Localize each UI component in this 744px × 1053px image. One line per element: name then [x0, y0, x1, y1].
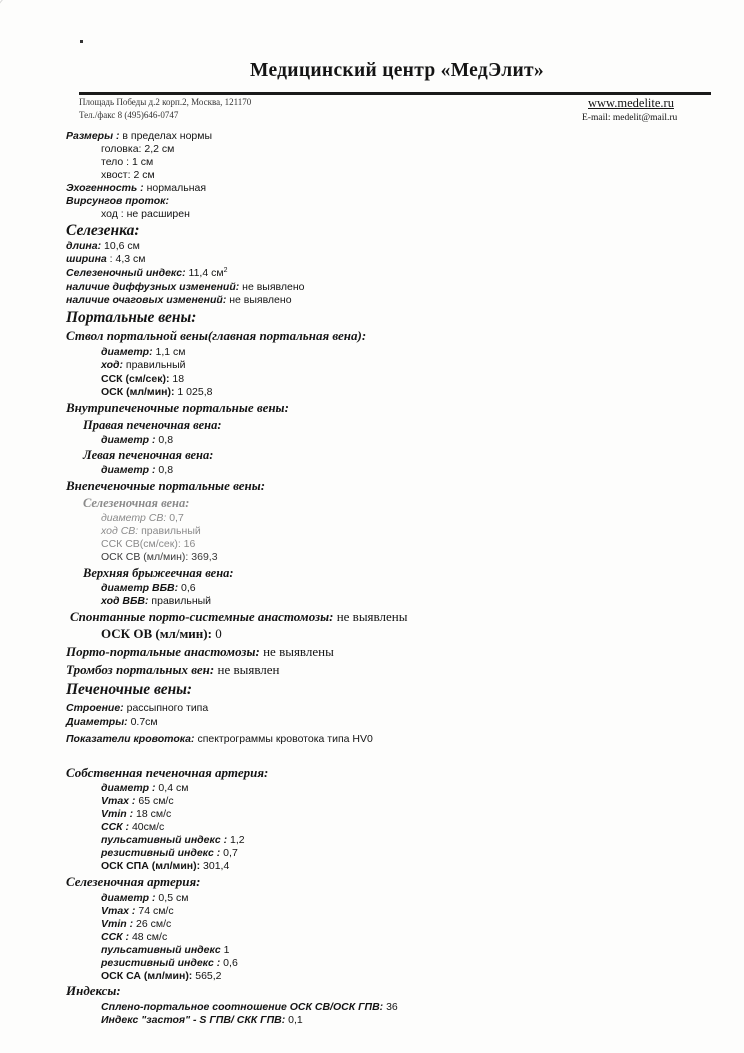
smv-course [101, 595, 211, 607]
splenic-vein-course-label: ход СВ: [101, 525, 139, 537]
spleen-length [66, 240, 140, 252]
splenic-artery-ri-label: резистивный индекс : [101, 957, 221, 969]
pancreatic-duct-course: ход : не расширен [101, 208, 190, 220]
indices-heading: Индексы: [66, 983, 121, 998]
clinic-address: Площадь Победы д.2 корп.2, Москва, 121170 [79, 97, 252, 107]
spontaneous-anastomoses [70, 610, 407, 625]
spleen-index [66, 267, 227, 279]
hepatic-flow [66, 733, 373, 745]
splenic-artery-pi [101, 944, 229, 956]
pancreas-echo-label: Эхогенность : [66, 182, 144, 194]
splenic-vein-ssk-label: ССК СВ(см/сек): [101, 538, 181, 550]
splenic-artery-vmin-label: Vmin : [101, 918, 134, 930]
clinic-email[interactable]: E-mail: medelit@mail.ru [582, 113, 678, 123]
spleen-index-value: 11,4 см [185, 267, 224, 279]
pancreas-echo-value: нормальная [143, 182, 207, 194]
hepatic-artery-pi [101, 834, 245, 846]
splenic-artery-osk-label: ОСК СА (мл/мин): [101, 970, 193, 982]
stasis-index-value: 0,1 [285, 1014, 303, 1026]
hepatic-artery-heading: Собственная печеночная артерия: [66, 765, 269, 780]
spleen-width-label: ширина [66, 253, 107, 265]
splenic-vein-diameter-value: 0,7 [166, 512, 184, 524]
stasis-index-label: Индекс "застоя" - S ГПВ/ СКК ГПВ: [101, 1014, 286, 1026]
pancreas-tail: хвост: 2 см [101, 169, 155, 181]
hepatic-structure-label: Строение: [66, 702, 124, 714]
splenic-artery-ssk-label: ССК : [101, 931, 130, 943]
left-hepatic-vein-heading: Левая печеночная вена: [83, 448, 214, 462]
splenic-vein-course [101, 525, 201, 537]
left-hepatic-vein-diameter-label: диаметр : [101, 464, 156, 476]
portal-trunk-ssk-value: 18 [169, 373, 185, 385]
scan-mark [80, 40, 83, 43]
smv-diameter [101, 582, 196, 594]
spleno-portal-ratio-value: 36 [383, 1001, 398, 1013]
splenic-artery-diameter-label: диаметр : [101, 892, 156, 904]
splenic-vein-ssk-value: 16 [180, 538, 196, 550]
porto-portal-anastomoses-label: Порто-портальные анастомозы: [66, 644, 260, 659]
corner-fold-line [0, 0, 11, 106]
spleen-length-label: длина: [66, 240, 102, 252]
splenic-artery-vmax [101, 905, 174, 917]
hepatic-artery-pi-label: пульсативный индекс : [101, 834, 228, 846]
pancreas-size [66, 130, 212, 142]
hepatic-diameters [66, 716, 158, 728]
right-hepatic-vein-diameter-value: 0,8 [155, 434, 174, 446]
splenic-artery-osk [101, 970, 222, 982]
portal-trunk-osk-value: 1 025,8 [174, 386, 213, 398]
extrahepatic-portal-heading: Внепеченочные портальные вены: [66, 478, 266, 493]
hepatic-artery-vmax-label: Vmax : [101, 795, 136, 807]
splenic-artery-heading: Селезеночная артерия: [66, 874, 201, 889]
splenic-artery-ssk [101, 931, 167, 943]
portal-veins-heading: Портальные вены: [66, 309, 197, 326]
spontaneous-anastomoses-label: Спонтанные порто-системные анастомозы: [70, 609, 334, 624]
hepatic-artery-osk-label: ОСК СПА (мл/мин): [101, 860, 201, 872]
splenic-vein-diameter-label: диаметр СВ: [101, 512, 167, 524]
spleen-width [66, 253, 146, 265]
splenic-artery-pi-value: 1 [220, 944, 230, 956]
spleen-diffuse-label: наличие диффузных изменений: [66, 281, 240, 293]
pancreas-size-value: в пределах нормы [119, 130, 213, 142]
hepatic-artery-ssk-value: 40см/с [129, 821, 165, 833]
portal-trunk-ssk [101, 373, 184, 385]
spleen-heading: Селезенка: [66, 222, 140, 239]
pancreas-echo [66, 182, 206, 194]
left-hepatic-vein-diameter [101, 464, 173, 476]
hepatic-artery-diameter-value: 0,4 см [155, 782, 189, 794]
hepatic-artery-pi-value: 1,2 [227, 834, 245, 846]
hepatic-artery-ssk-label: ССК : [101, 821, 130, 833]
smv-course-label: ход ВБВ: [101, 595, 149, 607]
hepatic-flow-value: спектрограммы кровотока типа HV0 [194, 733, 373, 745]
splenic-artery-diameter-value: 0,5 см [155, 892, 189, 904]
hepatic-artery-diameter-label: диаметр : [101, 782, 156, 794]
splenic-vein-heading: Селезеночная вена: [83, 496, 190, 510]
splenic-vein-osk [101, 551, 218, 563]
smv-diameter-label: диаметр ВБВ: [101, 582, 179, 594]
portal-thrombosis [66, 663, 280, 678]
splenic-vein-diameter [101, 512, 184, 524]
splenic-artery-ri-value: 0,6 [220, 957, 238, 969]
hepatic-structure-value: рассыпного типа [123, 702, 209, 714]
hepatic-structure [66, 702, 208, 714]
right-hepatic-vein-diameter-label: диаметр : [101, 434, 156, 446]
hepatic-artery-ri [101, 847, 238, 859]
spleen-focal [66, 294, 292, 306]
hepatic-artery-vmax-value: 65 см/с [135, 795, 174, 807]
portal-thrombosis-label: Тромбоз портальных вен: [66, 662, 215, 677]
hepatic-artery-vmin [101, 808, 171, 820]
splenic-artery-vmax-value: 74 см/с [135, 905, 174, 917]
splenic-artery-diameter [101, 892, 188, 904]
stasis-index [101, 1014, 303, 1026]
portal-trunk-course-label: ход: [101, 359, 123, 371]
hepatic-artery-diameter [101, 782, 188, 794]
hepatic-diameters-value: 0.7см [127, 716, 158, 728]
clinic-website[interactable]: www.medelite.ru [588, 96, 674, 110]
spleno-portal-ratio-label: Сплено-портальное соотношение ОСК СВ/ОСК ГПВ: [101, 1001, 384, 1013]
right-hepatic-vein-heading: Правая печеночная вена: [83, 418, 222, 432]
splenic-artery-osk-value: 565,2 [192, 970, 222, 982]
portal-trunk-course-value: правильный [122, 359, 186, 371]
splenic-artery-ssk-value: 48 см/с [129, 931, 168, 943]
splenic-vein-osk-label: ОСК СВ (мл/мин): [101, 551, 189, 563]
hepatic-artery-vmin-value: 18 см/с [133, 808, 172, 820]
hepatic-artery-osk-value: 301,4 [200, 860, 230, 872]
splenic-artery-vmax-label: Vmax : [101, 905, 136, 917]
portal-trunk-osk-label: ОСК (мл/мин): [101, 386, 175, 398]
header-rule [79, 92, 711, 95]
intrahepatic-portal-heading: Внутрипеченочные портальные вены: [66, 400, 289, 415]
left-hepatic-vein-diameter-value: 0,8 [155, 464, 174, 476]
osk-ov-value: 0 [211, 626, 222, 641]
splenic-artery-pi-label: пульсативный индекс [101, 944, 221, 956]
hepatic-veins-heading: Печеночные вены: [66, 681, 193, 698]
right-hepatic-vein-diameter [101, 434, 173, 446]
spleen-diffuse-value: не выявлено [239, 281, 305, 293]
pancreatic-duct-label: Вирсунгов проток: [66, 195, 169, 207]
hepatic-artery-vmax [101, 795, 174, 807]
smv-diameter-value: 0,6 [178, 582, 196, 594]
hepatic-artery-osk [101, 860, 229, 872]
spleen-index-label: Селезеночный индекс: [66, 267, 186, 279]
clinic-title: Медицинский центр «МедЭлит» [250, 60, 544, 81]
porto-portal-anastomoses [66, 645, 334, 660]
osk-ov [101, 627, 222, 642]
hepatic-artery-ri-value: 0,7 [220, 847, 238, 859]
porto-portal-anastomoses-value: не выявлены [259, 644, 334, 659]
splenic-vein-osk-value: 369,3 [188, 551, 218, 563]
hepatic-flow-label: Показатели кровотока: [66, 733, 195, 745]
spleen-index-unit-power: 2 [223, 267, 228, 274]
spleen-diffuse [66, 281, 304, 293]
hepatic-artery-ssk [101, 821, 164, 833]
hepatic-artery-ri-label: резистивный индекс : [101, 847, 221, 859]
portal-trunk-diameter-label: диаметр: [101, 346, 153, 358]
portal-thrombosis-value: не выявлен [214, 662, 280, 677]
spleen-focal-value: не выявлено [226, 294, 292, 306]
spontaneous-anastomoses-value: не выявлены [333, 609, 408, 624]
osk-ov-label: ОСК ОВ (мл/мин): [101, 626, 212, 641]
smv-course-value: правильный [148, 595, 212, 607]
splenic-vein-ssk [101, 538, 195, 550]
splenic-artery-vmin-value: 26 см/с [133, 918, 172, 930]
spleno-portal-ratio [101, 1001, 398, 1013]
portal-trunk-osk [101, 386, 212, 398]
portal-trunk-diameter-value: 1,1 см [152, 346, 186, 358]
portal-trunk-heading: Ствол портальной вены(главная портальная вена): [66, 328, 367, 343]
pancreas-size-label: Размеры : [66, 130, 120, 142]
splenic-artery-ri [101, 957, 238, 969]
portal-trunk-course [101, 359, 186, 371]
pancreas-body: тело : 1 см [101, 156, 154, 168]
hepatic-diameters-label: Диаметры: [66, 716, 128, 728]
splenic-artery-vmin [101, 918, 171, 930]
clinic-phone: Тел./факс 8 (495)646-0747 [79, 110, 179, 120]
smv-heading: Верхняя брыжеечная вена: [83, 566, 234, 580]
portal-trunk-diameter [101, 346, 186, 358]
portal-trunk-ssk-label: ССК (см/сек): [101, 373, 170, 385]
spleen-length-value: 10,6 см [101, 240, 140, 252]
splenic-vein-course-value: правильный [138, 525, 201, 537]
spleen-width-value: : 4,3 см [106, 253, 146, 265]
spleen-focal-label: наличие очаговых изменений: [66, 294, 227, 306]
hepatic-artery-vmin-label: Vmin : [101, 808, 134, 820]
pancreas-head: головка: 2,2 см [101, 143, 175, 155]
